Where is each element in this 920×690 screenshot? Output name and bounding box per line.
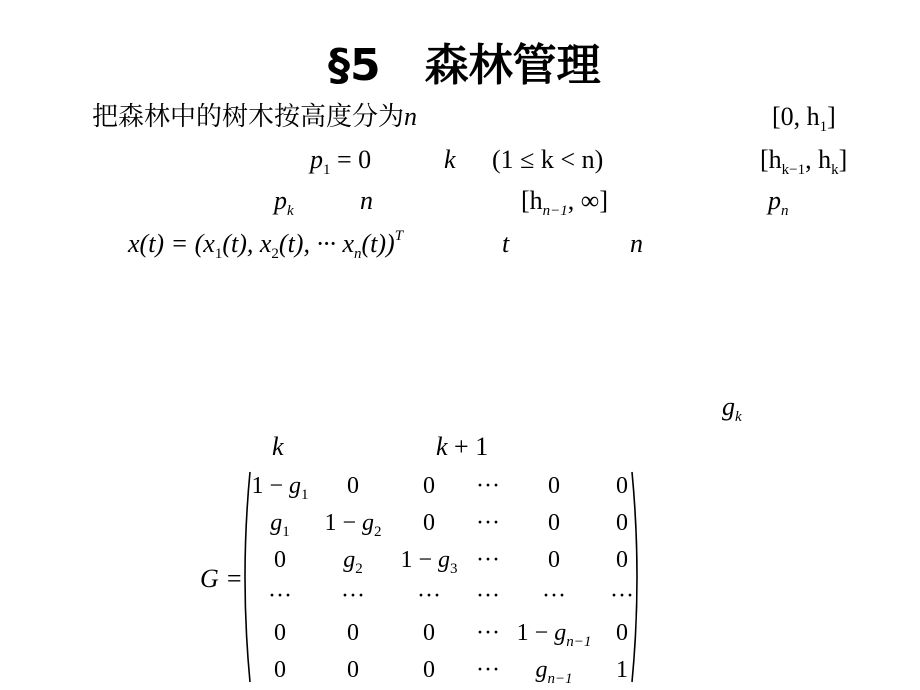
k-height-interval: [$h_{k-1}$, $h_k$] [760,145,848,178]
matrix-cell: 0 [548,547,560,573]
page-title: §5 森林管理 [328,40,601,91]
matrix-cell: 0 [347,473,359,499]
matrix-cell: ··· [476,547,500,573]
pk-symbol: $p_k$ [274,186,294,219]
matrix-cell: ··· [476,510,500,536]
matrix-cell: $g_1$ [270,510,290,540]
matrix-cell: ··· [417,583,441,609]
matrix-name: G = [200,564,243,593]
matrix-cell: 0 [616,620,628,646]
matrix-cell: 0 [616,510,628,536]
matrix-cell: 0 [347,657,359,683]
n-symbol-3: n [630,229,643,258]
k-label: k [272,432,284,461]
matrix-cell: 0 [423,510,435,536]
state-vector-formula: $x(t) = (x_1(t)$, $x_2(t)$, ··· $x_n(t))^T$ [128,228,404,262]
matrix-cell: ··· [610,583,634,609]
t-symbol: t [502,229,510,258]
k-symbol: k [444,145,456,174]
intro-sentence: 把森林中的树木按高度分为 [92,102,405,132]
pn-symbol: $p_n$ [768,186,789,219]
matrix-cell: $g_{n-1}$ [535,657,573,687]
matrix-cell: 0 [423,473,435,499]
matrix-cell: 1 [616,657,628,683]
matrix-cell: 0 [423,620,435,646]
matrix-cell: $1 - g_{n-1}$ [516,620,592,650]
matrix-cell: 0 [548,510,560,536]
gk-symbol: $g_k$ [722,392,742,425]
matrix-cell: 0 [548,473,560,499]
matrix-right-paren [630,470,644,684]
matrix-cell: 0 [274,657,286,683]
matrix-cell: ··· [476,620,500,646]
matrix-cell: 0 [616,547,628,573]
k-range: (1 ≤ k < n) [492,145,604,174]
last-height-interval: [$h_{n-1}$, ∞] [521,186,608,219]
matrix-left-paren [238,470,252,684]
class-count-n: n [404,102,418,131]
matrix-cell: $1 - g_1$ [251,473,309,503]
first-height-interval: [0, $h_1$] [772,102,836,135]
matrix-cell: 0 [347,620,359,646]
matrix-cell: $g_2$ [343,547,363,577]
matrix-cell: ··· [341,583,365,609]
matrix-cell: ··· [542,583,566,609]
matrix-cell: $1 - g_2$ [324,510,382,540]
matrix-cell: 0 [274,547,286,573]
matrix-cell: 0 [423,657,435,683]
k-plus-1-label: k + 1 [436,432,489,461]
intro-text [92,104,417,130]
matrix-cell: ··· [476,583,500,609]
matrix-cell: 0 [274,620,286,646]
matrix-cell: ··· [476,473,500,499]
matrix-cell: ··· [476,657,500,683]
matrix-cell: ··· [268,583,292,609]
p1-formula: $p_1 = 0$ [310,145,372,178]
matrix-cell: 0 [616,473,628,499]
n-symbol-2: n [360,186,373,215]
matrix-cell: $1 - g_3$ [400,547,458,577]
